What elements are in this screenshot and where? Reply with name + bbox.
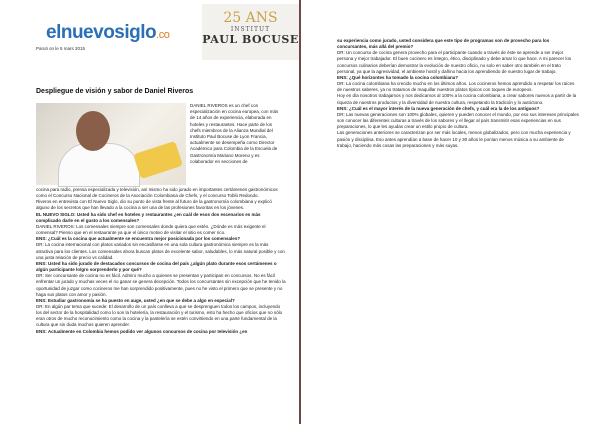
paul-bocuse-logo (202, 4, 299, 60)
paragraph: Riveros en entrevista con El Nuevo Siglo, dio su punto de vista frente al futuro de la gastronomía colombiana y explicó alguno de los secretos que han llevado a la cocina a ser una de las profesiones favoritas en los jóvenes. (36, 199, 272, 211)
question: ENS: Estudiar gastronomía se ha puesto en auge, usted ¿en que se debe a algo en especial? (36, 297, 235, 303)
right-body-text (337, 38, 579, 149)
intro-paragraph: DANIEL RIVEROS es un chef con especialización en cocina europea, con más de 14 años de experiencia, elaborada en hoteles y restaurantes. Hace parte de los chefs miembros de la Alianza Mundial del Instituto Paul Bocuse de Lyon Francia, actualmente se desempeña como Director Académico para Colombia de la Escuela de Gastronomía Mariano Moreno y es colaborador en secciones de (190, 103, 279, 164)
chef-head-shape (76, 111, 110, 151)
logo-years: 25 ANS (223, 10, 278, 26)
logo-text: elnuevosiglo (46, 22, 157, 43)
logo-suffix: .co (156, 29, 170, 41)
left-body-text (36, 187, 286, 335)
answer: Las generaciones anteriores se caracterizan por ser más locales, menos globalizados, pero con mucha experiencia y pasión y disciplina. Eso antes aprendían a base de hacer 10 y 30 años le ponían menos música a su ambiente de trabajo, haciendo más cosas las preparaciones y más suyas. (337, 130, 571, 148)
logo-institut: INSTITUT (230, 26, 271, 33)
question: ENS: ¿Cuál es la cocina que actualmente se encuentra mejor posicionada por los comensales? (36, 236, 241, 242)
answer: DR: En algún par tema que sucede: El desarrollo de un país conlleva a que se desprenguen todos los campos, incluyendo los del sector de la hospitalidad como lo son la hotelería, la restauración y el turismo, esto ha hecho que oficios que no sólo eran otros de mucho reconocimiento como la cocina y la pastelería se estén convirtiendo en una parte fundamental de la cultura que sin duda muchos quieren aprender. (36, 303, 283, 328)
left-page (0, 0, 299, 424)
answer: DR: Ser concursante de cocina no es fácil. Admiro mucho a quienes se presentan y participan en concursos. No es fácil enfrentar un jurado y muchas veces el no ganar se genera decepción. Todos los concursantes sin excepción que he tenido la oportunidad de juzgar como cocineros me han sorprendido positivamente, pues no he visto el primero que se presente y no haga sus platos con amor y pasión. (36, 273, 286, 297)
cheese-shape (133, 141, 183, 179)
question: su experiencia como jurado, usted considera que este tipo de programas son de provecho para los concursantes, más allá del premio? (337, 38, 550, 50)
answer: DR: Un concurso de cocina genera provecho para el participante cuando a través de éste se aprende a ser mejor persona y mejor trabajador. El buen cocinero es íntegro, ético, disciplinado y debe amar lo que hace. A mi parecer los concursos culinarios deberían demostrar la evolución de nuestro oficio, no solo en saber otro también en el trato personal, ya que la agresividad, el ambiente hostil y dañino hacia los aprendiendo de nuestro lugar de trabajo. (337, 50, 572, 74)
answer: DR: La cocina colombiana ha crecido mucho en los últimos años. Los cocineros hemos aprendido a respetar los raíces de nuestros saberes, ya no tratamos de maquillar nuestros platos típicos con toques de europeos. (337, 81, 575, 93)
article-title: Despliegue de visión y sabor de Daniel Riveros (36, 88, 194, 95)
publication-date: Paruti on le 5 mars 2015 (36, 46, 86, 51)
question: ENS: Usted ha sido jurado de destacados concursos de cocina del país ¿algún plato durante esos certámenes o algún participante lo/gro sorprenderlo y por qué? (36, 260, 277, 273)
answer: DR: Las nuevas generaciones son 100% globales, quieren y pueden conocer el mundo, por eso sus intereses principales son conocer las diferentes culturas a través de los sabores y el llegar al país transmitir esas experiencias en sus preparaciones, lo que les ayudas crear un estilo propio de cultura. (337, 111, 579, 130)
el-nuevo-siglo-logo (46, 22, 169, 44)
answer: Hoy en día nosotros trabajamos y nos dedicamos al 100% a la cocina colombiana, a crear sabores nuevos a partir de la riqueza de nuestros productos y la diversidad de nuestra cultura, respetando la tradición y lo autóctono. (337, 93, 577, 105)
paragraph: cocina para radio, prensa especializada y televisión, así mismo ha sido jurado en importantes certámenes gastronómicos como el Concurso Nacional de Cocineros de la Asociación Colombiana de Chefs, y el concurso Toblú Redondo. (36, 187, 278, 199)
chef-photo (36, 103, 186, 185)
question: ENS: ¿Qué horizontes ha tomado la cocina colombiana? (337, 74, 459, 80)
question: EL NUEVO SIGLO: Usted ha sido chef en hoteles y restaurantes ¿en cuál de esos dos escenarios es más complicado darle en el gusto a los comensales? (36, 211, 261, 223)
question: ENS: ¿Cuál es el mayor interés de la nueva generación de chefs, y cuál era la de los antiguos? (337, 105, 540, 111)
answer: DR: La cocina internacional con platos variados sin encasillarse en una sola cultura gastronómica siempre es la más atractiva para los clientes. Los comensales ahora buscan platos de excelente sabor, saludables, lo más natural posible y con una justa relación de precio vs calidad. (36, 242, 285, 260)
answer: DANIEL RIVEROS: Los comensales siempre son comensales donde quiera que estén. ¿Dónde es más exigente el comensal? Pienso que en el restaurante ya que el único motivo de visitar el sitio es comer rico. (36, 223, 266, 236)
question: ENS: Actualmente en Colombia hemos podido ver algunos concursos de cocina por televisión ¿en (36, 328, 248, 334)
logo-name: PAUL BOCUSE (202, 33, 299, 46)
